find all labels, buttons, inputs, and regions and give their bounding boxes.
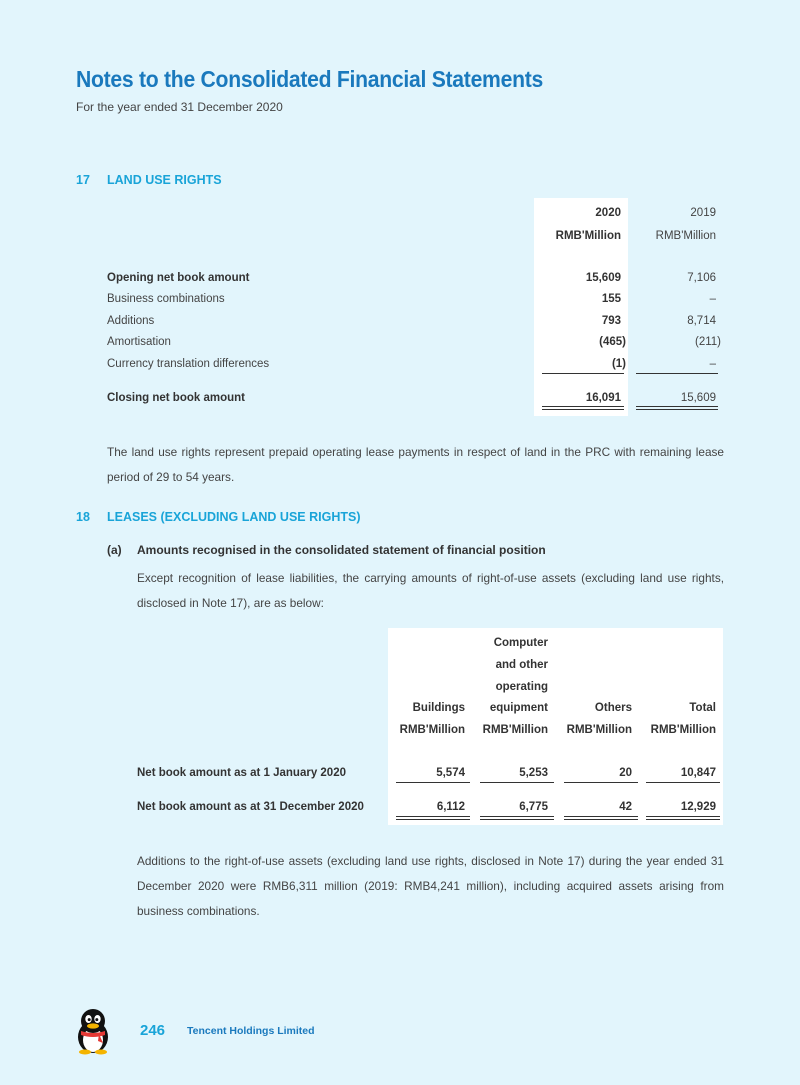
row1-rule-others — [564, 782, 638, 783]
note-18-intro: Except recognition of lease liabilities, the carrying amounts of right-of-use assets (excluding land use rights, disclosed in Note 17), are as below: — [137, 571, 724, 610]
table-cell-2019: – — [709, 293, 716, 305]
page-subtitle: For the year ended 31 December 2020 — [76, 100, 283, 114]
row2-rule-others-lower — [564, 819, 638, 820]
table-row-label: Amortisation — [107, 336, 171, 348]
row2-rule-buildings-upper — [396, 816, 470, 817]
closing-2019: 15,609 — [680, 392, 716, 404]
col-2019-unit: RMB'Million — [655, 230, 716, 242]
table-cell-2020: (1) — [611, 358, 626, 370]
unit-others: RMB'Million — [566, 724, 632, 736]
col-others: Others — [594, 702, 632, 714]
col-computer-line3: operating — [495, 681, 548, 693]
col-total: Total — [689, 702, 716, 714]
subtotal-rule-2019 — [636, 373, 718, 374]
table-cell-total: 12,929 — [680, 801, 716, 813]
col-computer-line2: and other — [495, 659, 548, 671]
table-cell-2020: (465) — [599, 336, 626, 348]
note-17-title: LAND USE RIGHTS — [107, 173, 222, 187]
penguin-icon — [72, 1007, 114, 1055]
page-title: Notes to the Consolidated Financial Statements — [76, 66, 544, 92]
table-row-label: Currency translation differences — [107, 358, 270, 370]
closing-label: Closing net book amount — [107, 392, 245, 404]
row2-rule-buildings-lower — [396, 819, 470, 820]
table-cell-others: 42 — [619, 801, 632, 813]
row2-rule-others-upper — [564, 816, 638, 817]
table-row-label: Additions — [107, 315, 155, 327]
total-rule-2019-lower — [636, 409, 718, 410]
col-2019-year: 2019 — [690, 207, 716, 219]
note-18-title: LEASES (EXCLUDING LAND USE RIGHTS) — [107, 510, 361, 524]
note-18-paragraph: Additions to the right-of-use assets (excluding land use rights, disclosed in Note 17) during the year ended 31 December 2020 were RMB6,311 million (2019: RMB4,241 million), including acquired assets arising from business combinations. — [137, 854, 724, 918]
table-row-label: Net book amount as at 1 January 2020 — [137, 767, 346, 779]
note-18-number: 18 — [76, 510, 90, 524]
unit-buildings: RMB'Million — [399, 724, 465, 736]
table-cell-computer: 6,775 — [519, 801, 548, 813]
table-cell-buildings: 5,574 — [436, 767, 465, 779]
row2-rule-total-upper — [646, 816, 720, 817]
table-cell-total: 10,847 — [680, 767, 716, 779]
table-cell-2020: 15,609 — [585, 272, 621, 284]
total-rule-2020-lower — [542, 409, 624, 410]
col-computer-line4: equipment — [489, 702, 548, 714]
row2-rule-computer-upper — [480, 816, 554, 817]
closing-2020: 16,091 — [585, 392, 621, 404]
table-row-label: Net book amount as at 31 December 2020 — [137, 801, 364, 813]
row1-rule-computer — [480, 782, 554, 783]
subtotal-rule-2020 — [542, 373, 624, 374]
company-name: Tencent Holdings Limited — [187, 1025, 315, 1037]
table-cell-computer: 5,253 — [519, 767, 548, 779]
total-rule-2020-upper — [542, 406, 624, 407]
table-cell-2019: 8,714 — [687, 315, 716, 327]
note-17-number: 17 — [76, 173, 90, 187]
table-cell-2019: (211) — [695, 336, 721, 348]
sub-a-title: Amounts recognised in the consolidated statement of financial position — [137, 543, 546, 557]
unit-total: RMB'Million — [650, 724, 716, 736]
col-2020-unit: RMB'Million — [555, 230, 621, 242]
note-17-paragraph: The land use rights represent prepaid operating lease payments in respect of land in the PRC with remaining lease period of 29 to 54 years. — [107, 445, 724, 484]
table-row-label: Opening net book amount — [107, 272, 250, 284]
sub-a-marker: (a) — [107, 543, 122, 557]
table-cell-2019: 7,106 — [687, 272, 716, 284]
row1-rule-buildings — [396, 782, 470, 783]
table-cell-2020: 793 — [601, 315, 621, 327]
row2-rule-computer-lower — [480, 819, 554, 820]
page-number: 246 — [140, 1022, 166, 1039]
table-row-label: Business combinations — [107, 293, 225, 305]
table-cell-2020: 155 — [601, 293, 621, 305]
col-computer-line1: Computer — [493, 637, 548, 649]
col-2020-year: 2020 — [595, 207, 621, 219]
row1-rule-total — [646, 782, 720, 783]
table-cell-buildings: 6,112 — [436, 801, 465, 813]
unit-computer: RMB'Million — [482, 724, 548, 736]
row2-rule-total-lower — [646, 819, 720, 820]
col-buildings: Buildings — [412, 702, 465, 714]
total-rule-2019-upper — [636, 406, 718, 407]
table-cell-others: 20 — [619, 767, 632, 779]
table-cell-2019: – — [709, 358, 716, 370]
